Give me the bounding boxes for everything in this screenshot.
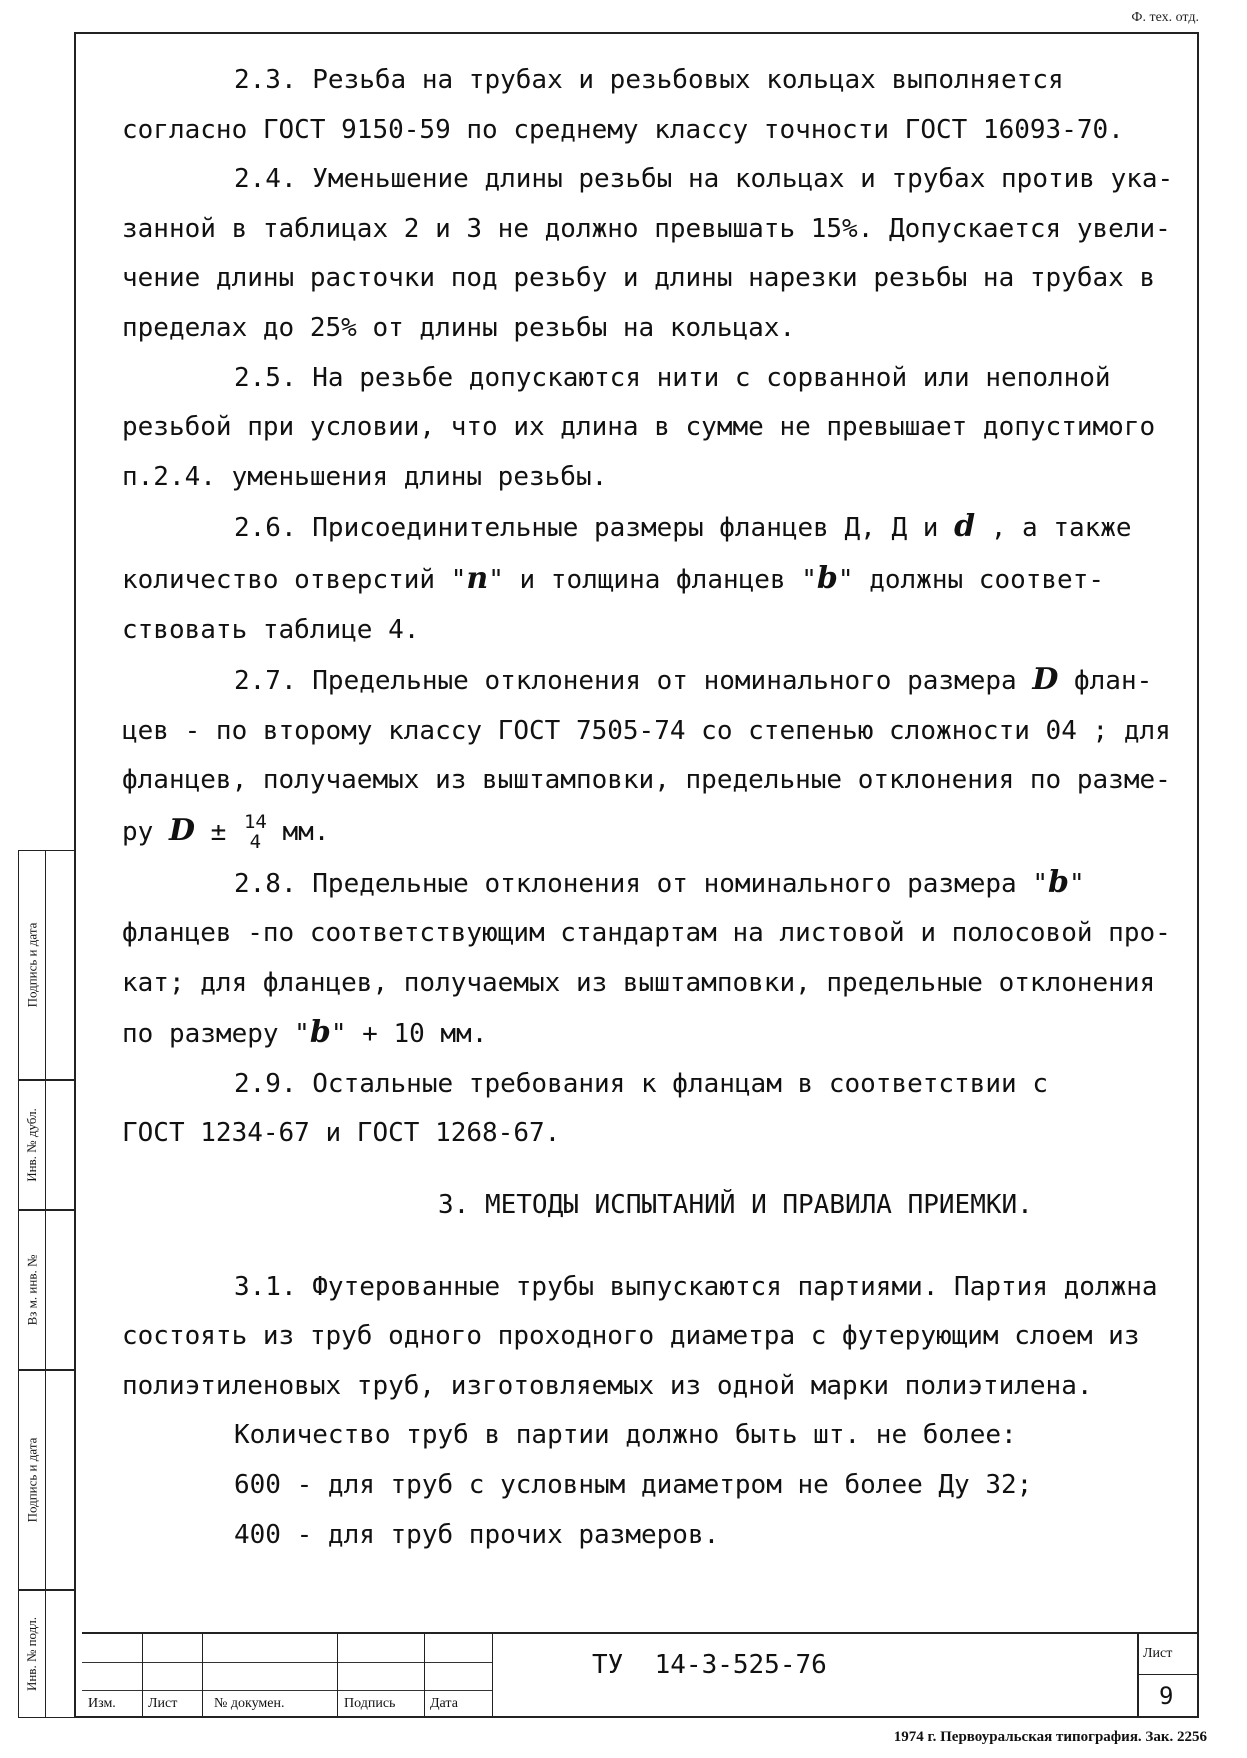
paragraph-3-1-line: 3.1. Футерованные трубы выпускаются партиями. Партия должна bbox=[234, 1271, 1158, 1302]
stamp-label: Подпись и дата bbox=[24, 1437, 40, 1523]
quantity-line: 600 - для труб с условным диаметром не более Ду 32; bbox=[234, 1470, 1033, 1501]
stamp-original-inventory bbox=[18, 1590, 74, 1718]
paragraph-2-4-line: занной в таблицах 2 и 3 не должно превышать 15%. Допускается увели- bbox=[122, 213, 1171, 244]
frame-right-rule bbox=[1197, 32, 1199, 1718]
text-run: количество отверстий " bbox=[122, 564, 467, 595]
paragraph-2-5-line: резьбой при условии, что их длина в сумме не превышает допустимого bbox=[122, 412, 1156, 443]
paragraph-2-4-line: 2.4. Уменьшение длины резьбы на кольцах и трубах против ука- bbox=[234, 164, 1174, 195]
sheet-label: Лист bbox=[1143, 1646, 1173, 1661]
text-run: флан- bbox=[1058, 666, 1153, 697]
handwritten-symbol: b bbox=[1047, 864, 1069, 900]
stamp-label: Вз м. инв. № bbox=[24, 1254, 39, 1326]
paragraph-2-6-line: ствовать таблице 4. bbox=[122, 614, 420, 645]
paragraph-2-4-line: чение длины расточки под резьбу и длины нарезки резьбы на трубах в bbox=[122, 263, 1156, 294]
stamp-cell bbox=[19, 1591, 46, 1717]
handwritten-symbol: b bbox=[309, 1015, 331, 1051]
text-run: 2.8. Предельные отклонения от номинального размера " bbox=[234, 868, 1048, 899]
header-note: Ф. тех. отд. bbox=[1131, 10, 1199, 25]
paragraph-2-9-line: 2.9. Остальные требования к фланцам в соответствии с bbox=[234, 1068, 1048, 1099]
text-run: 2.6. Присоединительные размеры фланцев Д, Д и bbox=[234, 513, 955, 544]
stamp-signature-date-2 bbox=[18, 1370, 74, 1590]
text-run: ± bbox=[194, 816, 242, 847]
text-run: " должны соответ- bbox=[837, 564, 1105, 595]
stamp-signature-date bbox=[18, 850, 74, 1080]
text-run: " + 10 мм. bbox=[330, 1019, 488, 1050]
printer-footer: 1974 г. Первоуральская типография. Зак. 2256 bbox=[893, 1729, 1207, 1745]
title-block bbox=[82, 1632, 1199, 1716]
paragraph-2-5-line: п.2.4. уменьшения длины резьбы. bbox=[122, 461, 608, 492]
column-label: Изм. bbox=[88, 1696, 116, 1711]
paragraph-2-8-line bbox=[122, 858, 1174, 910]
paragraph-2-7-line: фланцев, получаемых из выштамповки, предельные отклонения по разме- bbox=[122, 765, 1171, 796]
column-label: Дата bbox=[430, 1696, 458, 1711]
grid-rule bbox=[82, 1690, 492, 1691]
quantity-line: 400 - для труб прочих размеров. bbox=[234, 1519, 720, 1550]
paragraph-2-7-line: цев - по второму классу ГОСТ 7505-74 со степенью сложности 04 ; для bbox=[122, 715, 1171, 746]
paragraph-2-8-line: фланцев -по соответствующим стандартам на листовой и полосовой про- bbox=[122, 918, 1171, 949]
tolerance-fraction bbox=[244, 812, 267, 852]
sheet-box bbox=[1137, 1634, 1199, 1716]
stamp-label: Подпись и дата bbox=[24, 922, 40, 1008]
sheet-number: 9 bbox=[1159, 1682, 1174, 1710]
stamp-cell bbox=[19, 1081, 46, 1209]
text-run: " и толщина фланцев " bbox=[488, 564, 817, 595]
paragraph-2-5-line: 2.5. На резьбе допускаются нити с сорванной или неполной bbox=[234, 362, 1111, 393]
paragraph-2-8-line bbox=[122, 1008, 1174, 1060]
frame-top-rule bbox=[74, 32, 1199, 34]
column-label: Подпись bbox=[344, 1696, 396, 1711]
paragraph-2-3-line: 2.3. Резьба на трубах и резьбовых кольцах выполняется bbox=[234, 65, 1064, 95]
text-run: 2.7. Предельные отклонения от номинального размера bbox=[234, 666, 1033, 697]
paragraph-3-1-line: состоять из труб одного проходного диаметра с футерующим слоем из bbox=[122, 1321, 1140, 1352]
text-run: " bbox=[1068, 868, 1085, 899]
tolerance-upper: 14 bbox=[243, 811, 267, 834]
stamp-label: Инв. № подл. bbox=[24, 1616, 40, 1692]
grid-rule bbox=[142, 1634, 143, 1716]
text-run: по размеру " bbox=[122, 1019, 310, 1050]
paragraph-2-6-line bbox=[122, 502, 1174, 554]
tolerance-lower: 4 bbox=[249, 831, 262, 854]
text-run: мм. bbox=[266, 816, 330, 847]
grid-rule bbox=[424, 1634, 425, 1716]
document-body bbox=[122, 56, 1174, 1560]
column-label: № докумен. bbox=[214, 1696, 285, 1711]
paragraph-2-4-line: пределах до 25% от длины резьбы на кольцах. bbox=[122, 312, 796, 343]
column-label: Лист bbox=[148, 1696, 178, 1711]
paragraph-2-7-line bbox=[122, 655, 1174, 707]
grid-rule bbox=[337, 1634, 338, 1716]
paragraph-2-6-line bbox=[122, 554, 1174, 606]
grid-rule bbox=[492, 1634, 493, 1716]
text-run: , а также bbox=[975, 513, 1132, 544]
section-3-heading: 3. МЕТОДЫ ИСПЫТАНИЙ И ПРАВИЛА ПРИЕМКИ. bbox=[438, 1190, 1033, 1221]
handwritten-symbol: b bbox=[816, 560, 838, 596]
stamp-label: Инв. № дубл. bbox=[24, 1108, 40, 1182]
frame-bottom-rule bbox=[74, 1716, 1199, 1718]
paragraph-2-7-line bbox=[122, 806, 1174, 858]
frame-left-rule bbox=[74, 32, 76, 1718]
revision-grid bbox=[82, 1634, 492, 1716]
sheet-rule bbox=[1139, 1674, 1199, 1675]
handwritten-symbol: d bbox=[954, 509, 976, 545]
stamp-cell bbox=[19, 1371, 46, 1589]
stamp-duplicate-inventory bbox=[18, 1080, 74, 1210]
document-code: ТУ 14-3-525-76 bbox=[592, 1650, 827, 1680]
paragraph-2-8-line: кат; для фланцев, получаемых из выштамповки, предельные отклонения bbox=[122, 967, 1156, 998]
text-run: ру bbox=[122, 816, 169, 847]
handwritten-symbol: D bbox=[168, 812, 195, 848]
stamp-cell bbox=[19, 851, 46, 1079]
handwritten-symbol: n bbox=[466, 560, 489, 596]
stamp-replacement-inventory bbox=[18, 1210, 74, 1370]
paragraph-3-1-line: полиэтиленовых труб, изготовляемых из одной марки полиэтилена. bbox=[122, 1370, 1093, 1401]
stamp-cell bbox=[19, 1211, 46, 1369]
handwritten-symbol: D bbox=[1032, 662, 1059, 698]
grid-rule bbox=[82, 1662, 492, 1663]
quantity-line: Количество труб в партии должно быть шт. не более: bbox=[234, 1420, 1017, 1451]
paragraph-2-3-line: согласно ГОСТ 9150-59 по среднему классу точности ГОСТ 16093-70. bbox=[122, 114, 1124, 145]
grid-rule bbox=[202, 1634, 203, 1716]
paragraph-2-9-line: ГОСТ 1234-67 и ГОСТ 1268-67. bbox=[122, 1118, 561, 1149]
